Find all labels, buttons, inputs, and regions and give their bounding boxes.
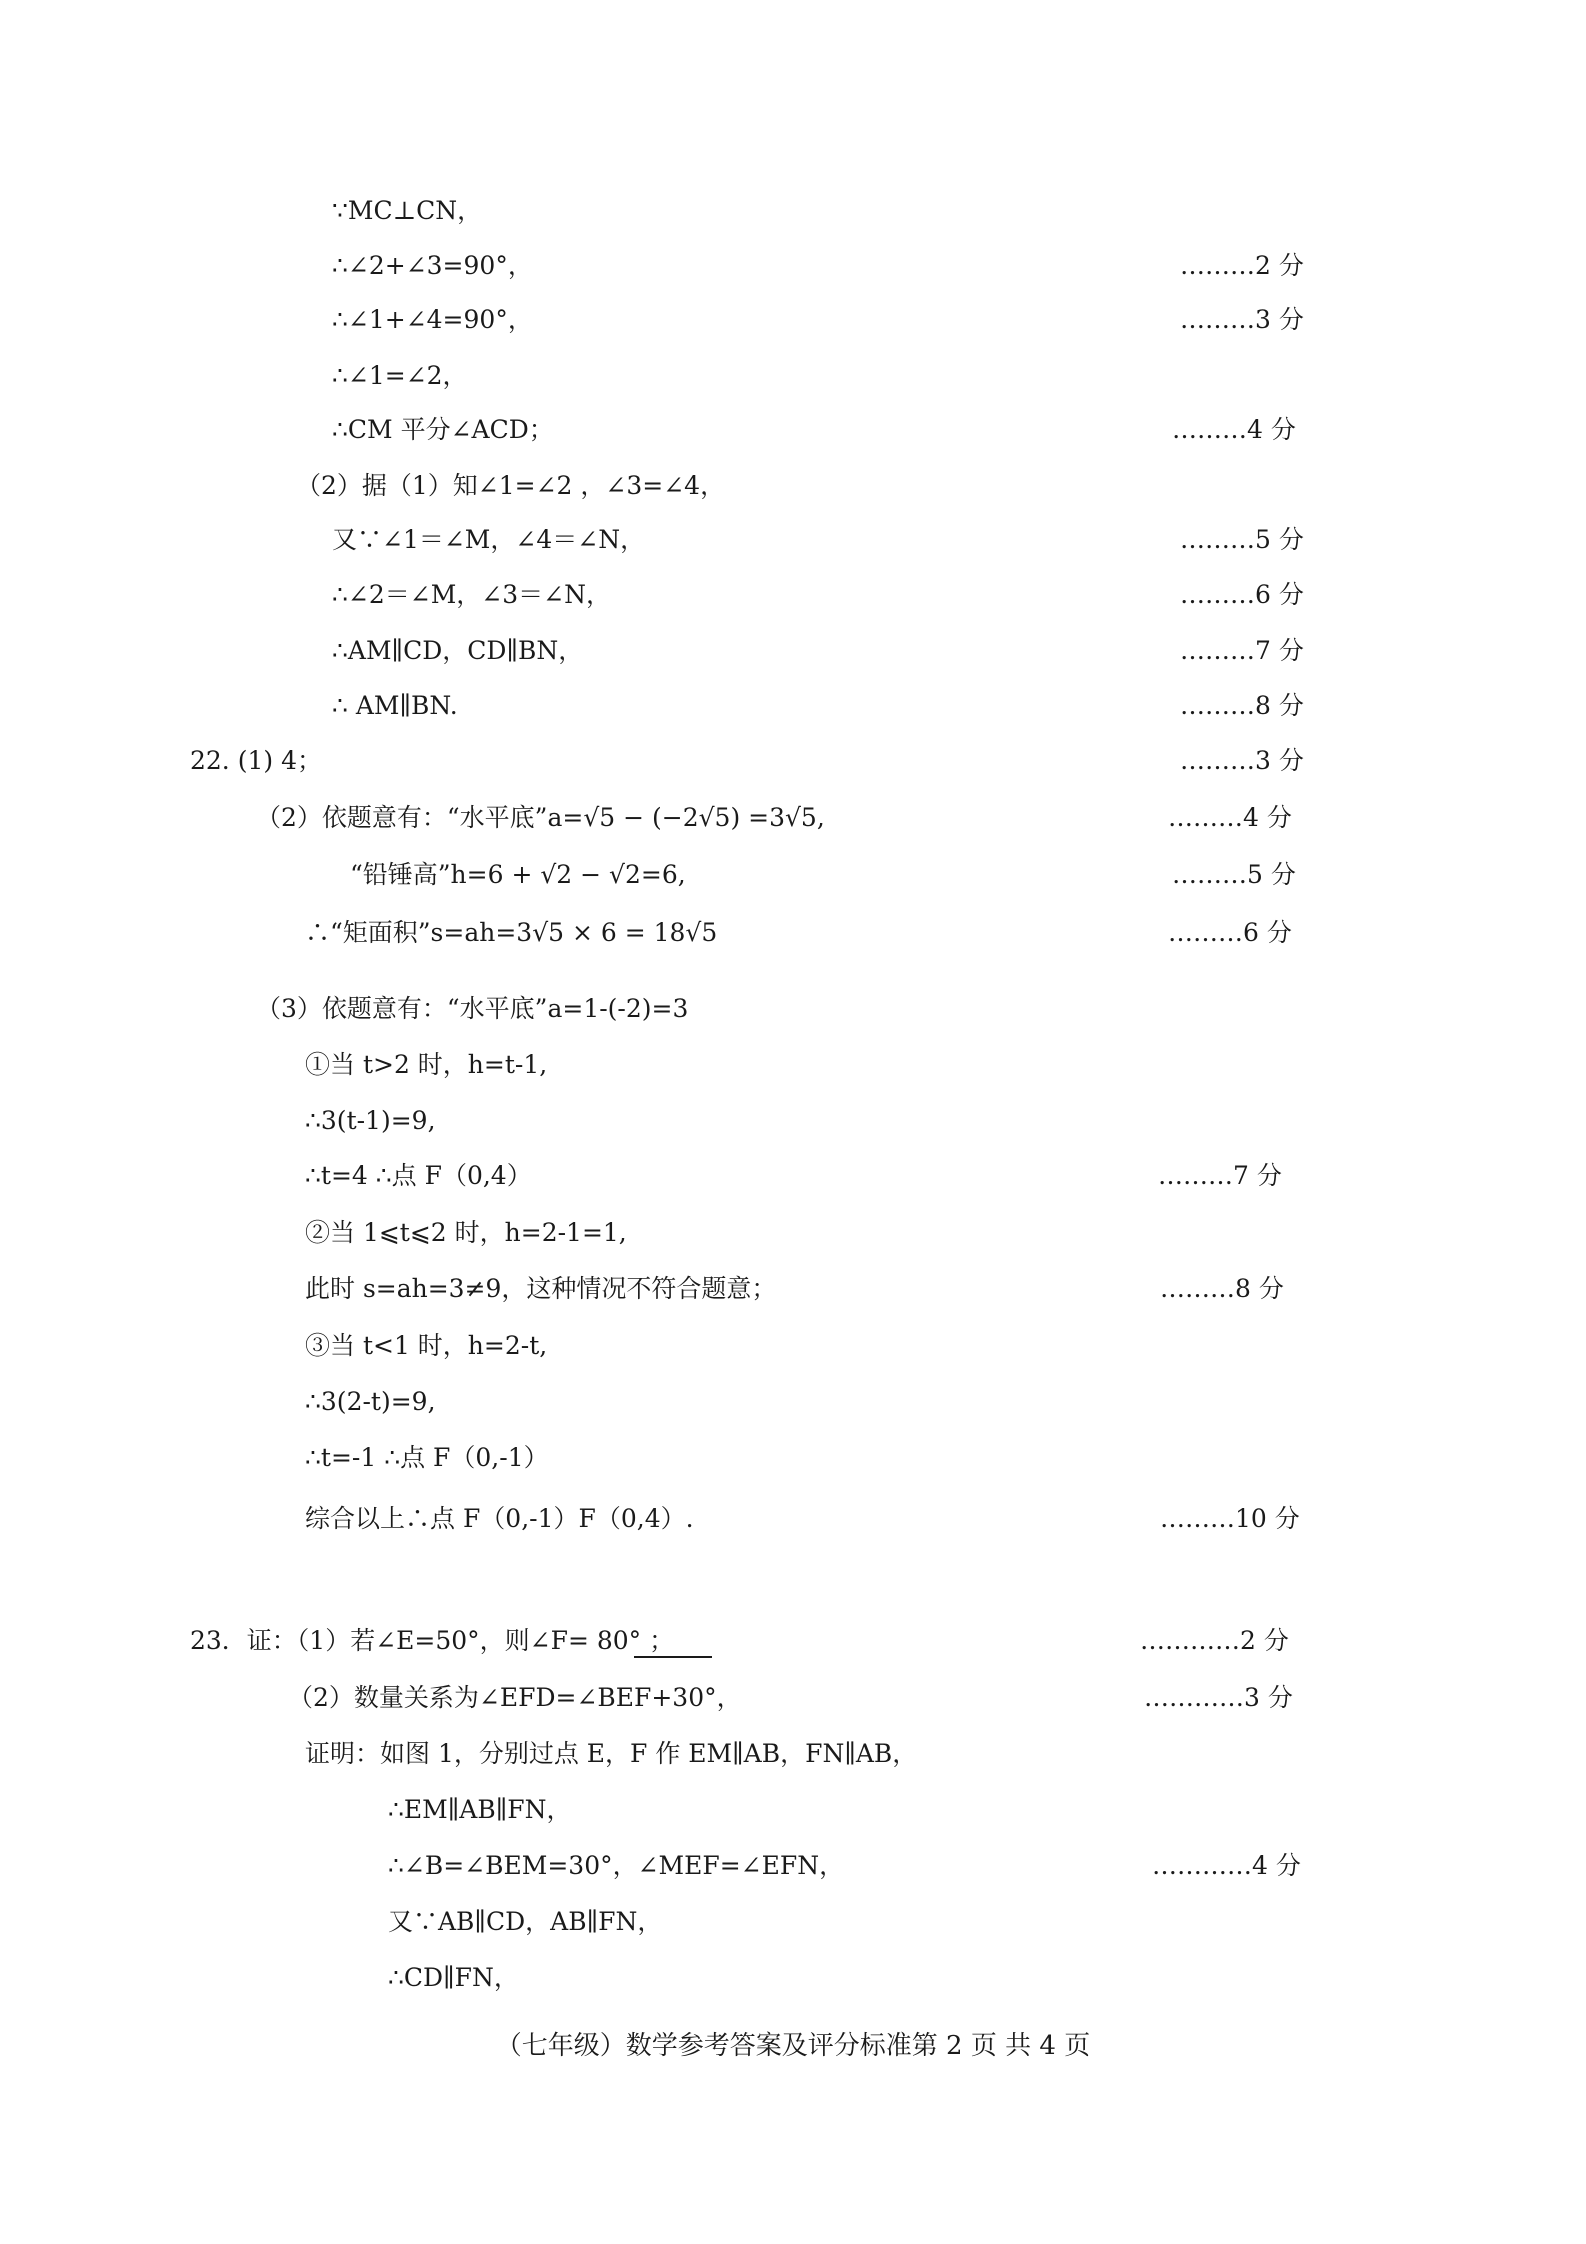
answer-line-1: ∵MC⊥CN， bbox=[332, 196, 483, 225]
answer-line-13: “铅锤高”h=6 + √2 − √2=6, bbox=[350, 860, 686, 889]
answer-line-27: 证明：如图 1，分别过点 E，F 作 EM∥AB，FN∥AB， bbox=[305, 1739, 918, 1768]
score-mark: ………4 分 bbox=[1172, 415, 1296, 444]
answer-line-24: 综合以上∴点 F（0,-1）F（0,4）. bbox=[305, 1504, 694, 1533]
answer-line-8: ∴∠2＝∠M，∠3＝∠N， bbox=[332, 580, 611, 609]
score-mark: ………6 分 bbox=[1180, 580, 1304, 609]
question-22-part-1: 22. (1) 4； bbox=[190, 746, 322, 775]
answer-line-14: ∴“矩面积”s=ah=3√5 × 6 = 18√5 bbox=[305, 918, 718, 947]
answer-line-6: （2）据（1）知∠1=∠2 ，∠3=∠4， bbox=[296, 471, 726, 500]
score-mark: ………4 分 bbox=[1168, 803, 1292, 832]
answer-underline bbox=[634, 1656, 712, 1658]
answer-line-21: ③当 t<1 时，h=2-t, bbox=[305, 1331, 548, 1360]
score-mark: …………4 分 bbox=[1152, 1851, 1301, 1880]
score-mark: ………5 分 bbox=[1180, 525, 1304, 554]
answer-line-17: ∴3(t-1)=9, bbox=[305, 1106, 436, 1135]
score-mark: ………7 分 bbox=[1158, 1161, 1282, 1190]
answer-line-19: ②当 1⩽t⩽2 时，h=2-1=1, bbox=[305, 1218, 627, 1247]
answer-line-9: ∴AM∥CD，CD∥BN， bbox=[332, 636, 584, 665]
answer-line-22: ∴3(2-t)=9, bbox=[305, 1387, 436, 1416]
answer-line-3: ∴∠1+∠4=90°， bbox=[332, 305, 533, 334]
score-mark: …………2 分 bbox=[1140, 1626, 1289, 1655]
answer-line-18: ∴t=4 ∴点 F（0,4） bbox=[305, 1161, 532, 1190]
answer-line-12: （2）依题意有：“水平底”a=√5 − (−2√5) =3√5, bbox=[256, 803, 825, 832]
answer-line-15: （3）依题意有：“水平底”a=1-(-2)=3 bbox=[256, 994, 689, 1023]
score-mark: ………7 分 bbox=[1180, 636, 1304, 665]
score-mark: ………8 分 bbox=[1160, 1274, 1284, 1303]
score-mark: ………10 分 bbox=[1160, 1504, 1300, 1533]
answer-line-28: ∴EM∥AB∥FN， bbox=[388, 1795, 572, 1824]
score-mark: ………8 分 bbox=[1180, 691, 1304, 720]
score-mark: ………2 分 bbox=[1180, 251, 1304, 280]
answer-line-30: 又∵AB∥CD，AB∥FN， bbox=[388, 1907, 663, 1936]
answer-line-4: ∴∠1=∠2， bbox=[332, 361, 468, 390]
answer-line-26: （2）数量关系为∠EFD=∠BEF+30°， bbox=[288, 1683, 742, 1712]
score-mark: ………6 分 bbox=[1168, 918, 1292, 947]
answer-line-5: ∴CM 平分∠ACD； bbox=[332, 415, 554, 444]
answer-line-31: ∴CD∥FN， bbox=[388, 1963, 519, 1992]
answer-line-10: ∴ AM∥BN. bbox=[332, 691, 458, 720]
answer-line-29: ∴∠B=∠BEM=30°，∠MEF=∠EFN， bbox=[388, 1851, 845, 1880]
score-mark: ………5 分 bbox=[1172, 860, 1296, 889]
question-23-part-1: 23．证：（1）若∠E=50°，则∠F= 80° ； bbox=[190, 1626, 675, 1655]
score-mark: ………3 分 bbox=[1180, 746, 1304, 775]
answer-line-2: ∴∠2+∠3=90°， bbox=[332, 251, 533, 280]
answer-line-7: 又∵∠1＝∠M，∠4＝∠N， bbox=[332, 525, 646, 554]
answer-line-16: ①当 t>2 时，h=t-1, bbox=[305, 1050, 548, 1079]
page-footer: （七年级）数学参考答案及评分标准第 2 页 共 4 页 bbox=[495, 2031, 1091, 2061]
answer-line-23: ∴t=-1 ∴点 F（0,-1） bbox=[305, 1443, 549, 1472]
score-mark: …………3 分 bbox=[1144, 1683, 1293, 1712]
answer-line-20: 此时 s=ah=3≠9，这种情况不符合题意； bbox=[305, 1274, 777, 1303]
score-mark: ………3 分 bbox=[1180, 305, 1304, 334]
